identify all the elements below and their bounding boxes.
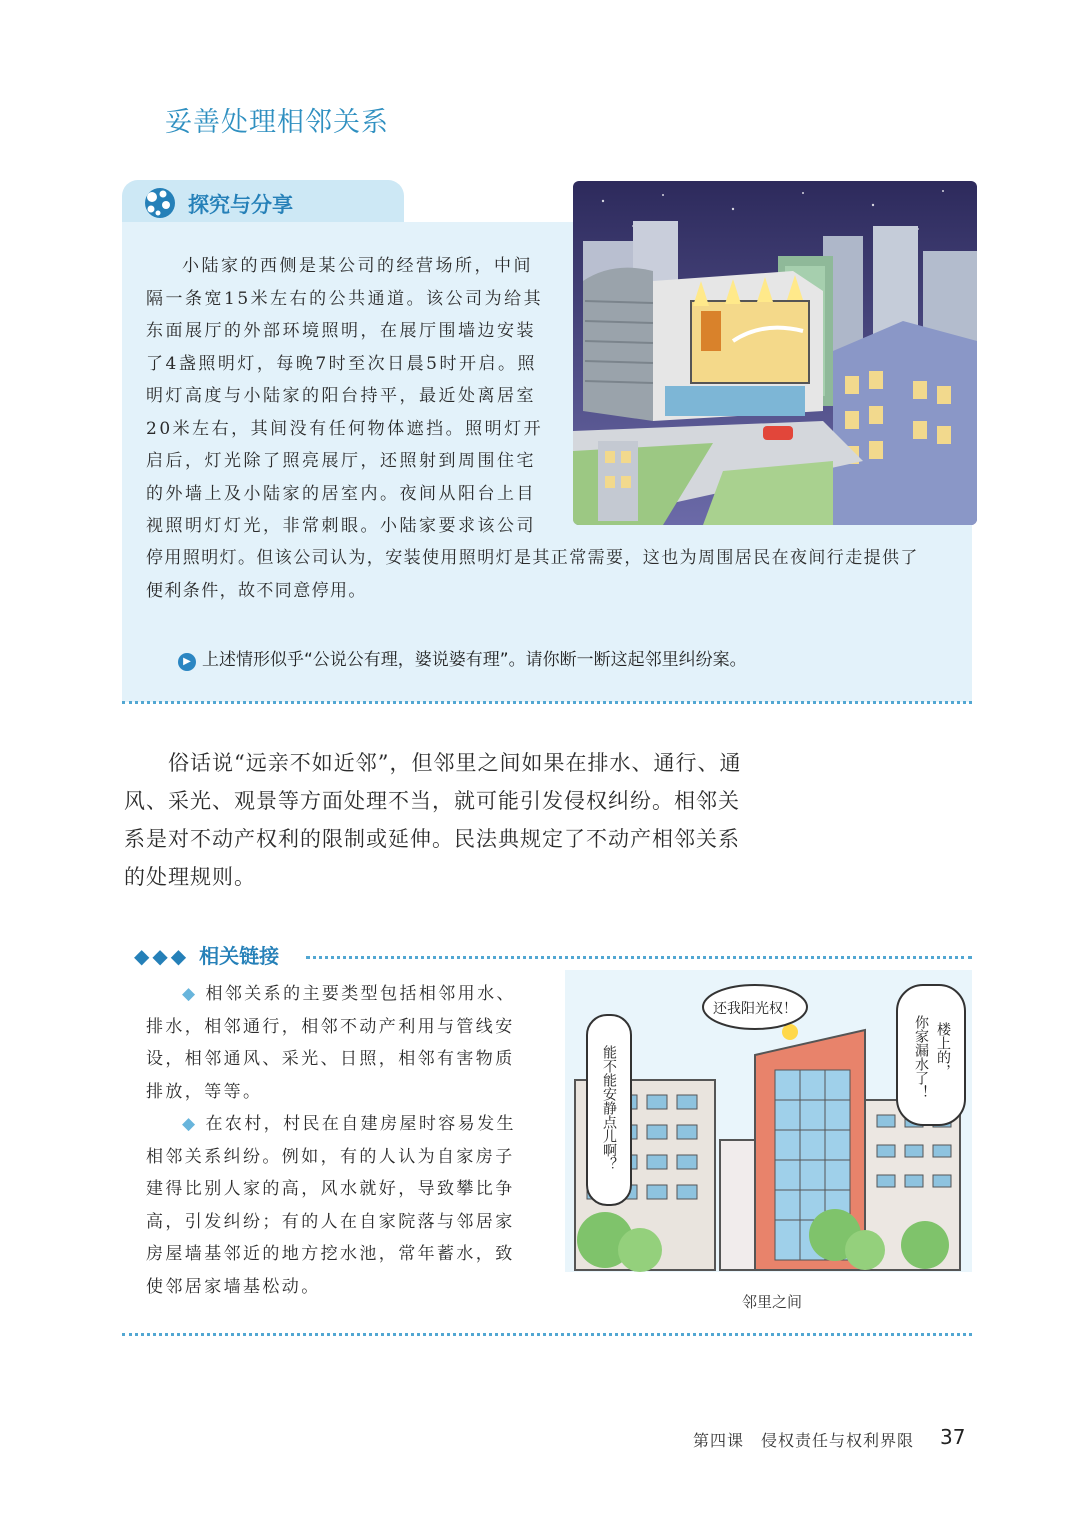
divider xyxy=(122,701,972,704)
related-line: 高，引发纠纷；有的人在自家院落与邻居家 xyxy=(146,1211,515,1232)
related-line: ◆ 在农村，村民在自建房屋时容易发生 xyxy=(182,1114,516,1134)
story-line: 的外墙上及小陆家的居室内。夜间从阳台上目 xyxy=(146,483,536,504)
speech-quiet: 能不能安静点儿啊？ xyxy=(601,1045,617,1171)
explore-label: 探究与分享 xyxy=(188,193,293,217)
neighbors-illustration xyxy=(565,970,972,1272)
story-line: 20米左右，其间没有任何物体遮挡。照明灯开 xyxy=(146,418,544,439)
body-line: 风、采光、观景等方面处理不当，就可能引发侵权纠纷。相邻关 xyxy=(124,789,740,813)
divider xyxy=(306,956,972,959)
bullet-icon: ◆ xyxy=(182,984,198,1004)
related-line: 排水，相邻通行，相邻不动产利用与管线安 xyxy=(146,1016,515,1037)
bullet-icon: ◆ xyxy=(182,1114,198,1134)
story-line: 明灯高度与小陆家的阳台持平，最近处离居室 xyxy=(146,386,536,406)
body-paragraph xyxy=(124,744,764,896)
explore-question xyxy=(178,645,747,671)
story-line: 了4盏照明灯，每晚7时至次日晨5时开启。照 xyxy=(146,353,537,374)
illustration-caption: 邻里之间 xyxy=(742,1293,803,1311)
speech-leak-1: 楼上的， xyxy=(935,1022,951,1078)
play-arrow-icon: ▶ xyxy=(178,653,196,671)
night-city-illustration xyxy=(573,181,977,525)
page-number: 37 xyxy=(940,1425,966,1449)
related-line: 使邻居家墙基松动。 xyxy=(146,1276,321,1297)
related-link-text xyxy=(146,978,522,1303)
related-link-heading xyxy=(134,940,279,969)
section-title: 妥善处理相邻关系 xyxy=(165,107,389,138)
question-text: 上述情形似乎“公说公有理，婆说婆有理”。请你断一断这起邻里纠纷案。 xyxy=(202,650,747,670)
magnifier-gear-icon xyxy=(138,183,178,223)
related-line: 排放，等等。 xyxy=(146,1081,263,1102)
explore-story-wide xyxy=(146,542,961,607)
related-line: 建得比别人家的高，风水就好，导致攀比争 xyxy=(146,1179,515,1199)
body-line: 俗话说“远亲不如近邻”，但邻里之间如果在排水、通行、通 xyxy=(168,751,742,775)
divider xyxy=(122,1333,972,1336)
explore-story-narrow xyxy=(146,250,546,543)
related-link-label: 相关链接 xyxy=(199,944,280,968)
related-line: 房屋墙基邻近的地方挖水池，常年蓄水，致 xyxy=(146,1244,515,1264)
story-line: 便利条件，故不同意停用。 xyxy=(146,580,367,601)
body-line: 的处理规则。 xyxy=(124,865,256,889)
story-line: 东面展厅的外部环境照明，在展厅围墙边安装 xyxy=(146,321,536,341)
story-line: 视照明灯灯光，非常刺眼。小陆家要求该公司 xyxy=(146,516,536,536)
body-line: 系是对不动产权利的限制或延伸。民法典规定了不动产相邻关系 xyxy=(124,827,740,851)
story-line: 停用照明灯。但该公司认为，安装使用照明灯是其正常需要，这也为周围居民在夜间行走提供了 xyxy=(146,548,919,568)
related-line: 设，相邻通风、采光、日照，相邻有害物质 xyxy=(146,1049,515,1069)
footer-lesson: 第四课 侵权责任与权利界限 xyxy=(693,1431,915,1450)
story-line: 小陆家的西侧是某公司的经营场所，中间 xyxy=(182,256,533,276)
speech-sunlight: 还我阳光权！ xyxy=(713,1001,797,1017)
story-line: 启后，灯光除了照亮展厅，还照射到周围住宅 xyxy=(146,451,536,471)
speech-leak-2: 你家漏水了！ xyxy=(913,1015,929,1099)
related-line: ◆ 相邻关系的主要类型包括相邻用水、 xyxy=(182,984,516,1004)
story-line: 隔一条宽15米左右的公共通道。该公司为给其 xyxy=(146,288,544,309)
related-line: 相邻关系纠纷。例如，有的人认为自家房子 xyxy=(146,1146,515,1167)
diamond-icon: ◆◆◆ xyxy=(134,944,190,968)
